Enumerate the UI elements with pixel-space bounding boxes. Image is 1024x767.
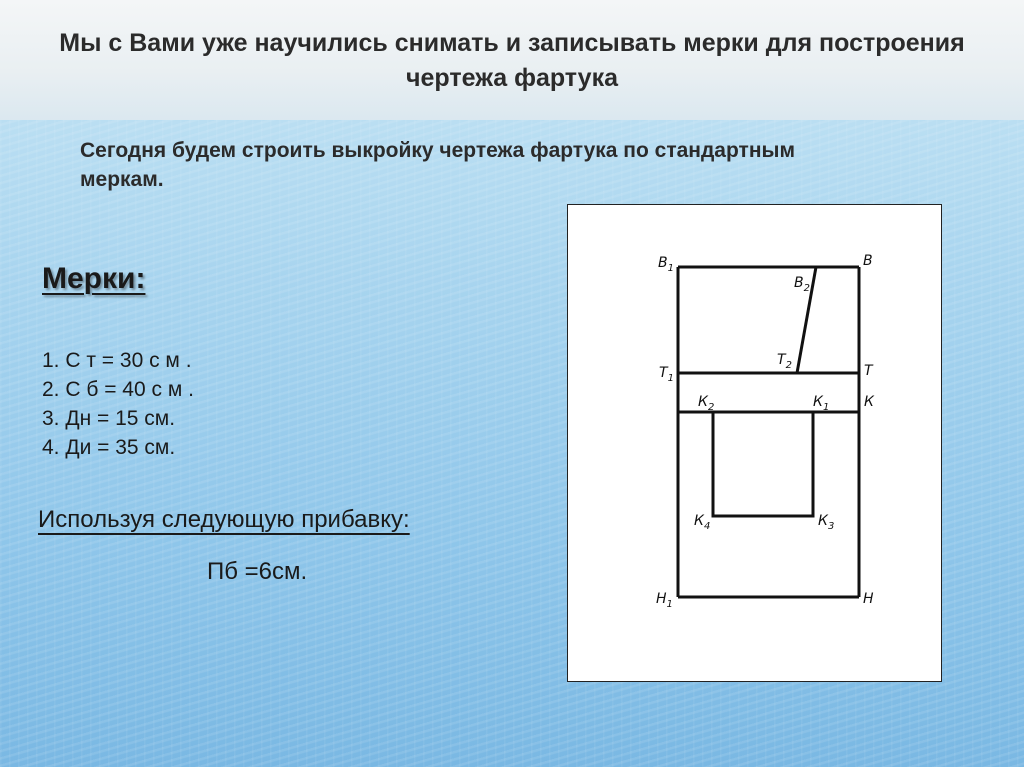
apron-drawing-svg [568, 205, 940, 680]
point-label-t2: $Т_2$ [777, 352, 792, 371]
point-label-k1: $К_1$ [813, 394, 830, 413]
point-label-b2: $В_2$ [794, 275, 810, 294]
point-label-k3: $К_3$ [818, 513, 835, 532]
point-label-b1: $В_1$ [658, 255, 674, 274]
slide-title: Мы с Вами уже научились снимать и записывать мерки для построения чертежа фартука [59, 29, 965, 92]
point-label-k2: $К_2$ [698, 394, 715, 413]
measurement-item: 3. Дн = 15 см. [42, 407, 176, 430]
point-label-k: К [864, 394, 874, 410]
measurement-item: 1. С т = 30 с м . [42, 349, 192, 372]
point-label-t: Т [864, 363, 873, 379]
addition-label: Используя следующую прибавку: [38, 506, 410, 533]
apron-drawing [567, 204, 942, 682]
addition-value: Пб =6см. [207, 558, 308, 585]
point-label-k4: $К_4$ [694, 513, 711, 532]
measurement-item: 2. С б = 40 с м . [42, 378, 194, 401]
point-label-b: В [863, 253, 873, 269]
slide-subtitle: Сегодня будем строить выкройку чертежа фартука по стандартным меркам. [80, 139, 795, 191]
point-label-h1: $Н_1$ [656, 591, 673, 610]
point-label-h: Н [863, 591, 874, 607]
point-label-t1: $Т_1$ [659, 365, 674, 384]
measurement-item: 4. Ди = 35 см. [42, 436, 176, 459]
measurements-heading: Мерки: [42, 262, 146, 295]
measurements-list [42, 346, 194, 462]
pocket-rect [713, 412, 813, 516]
